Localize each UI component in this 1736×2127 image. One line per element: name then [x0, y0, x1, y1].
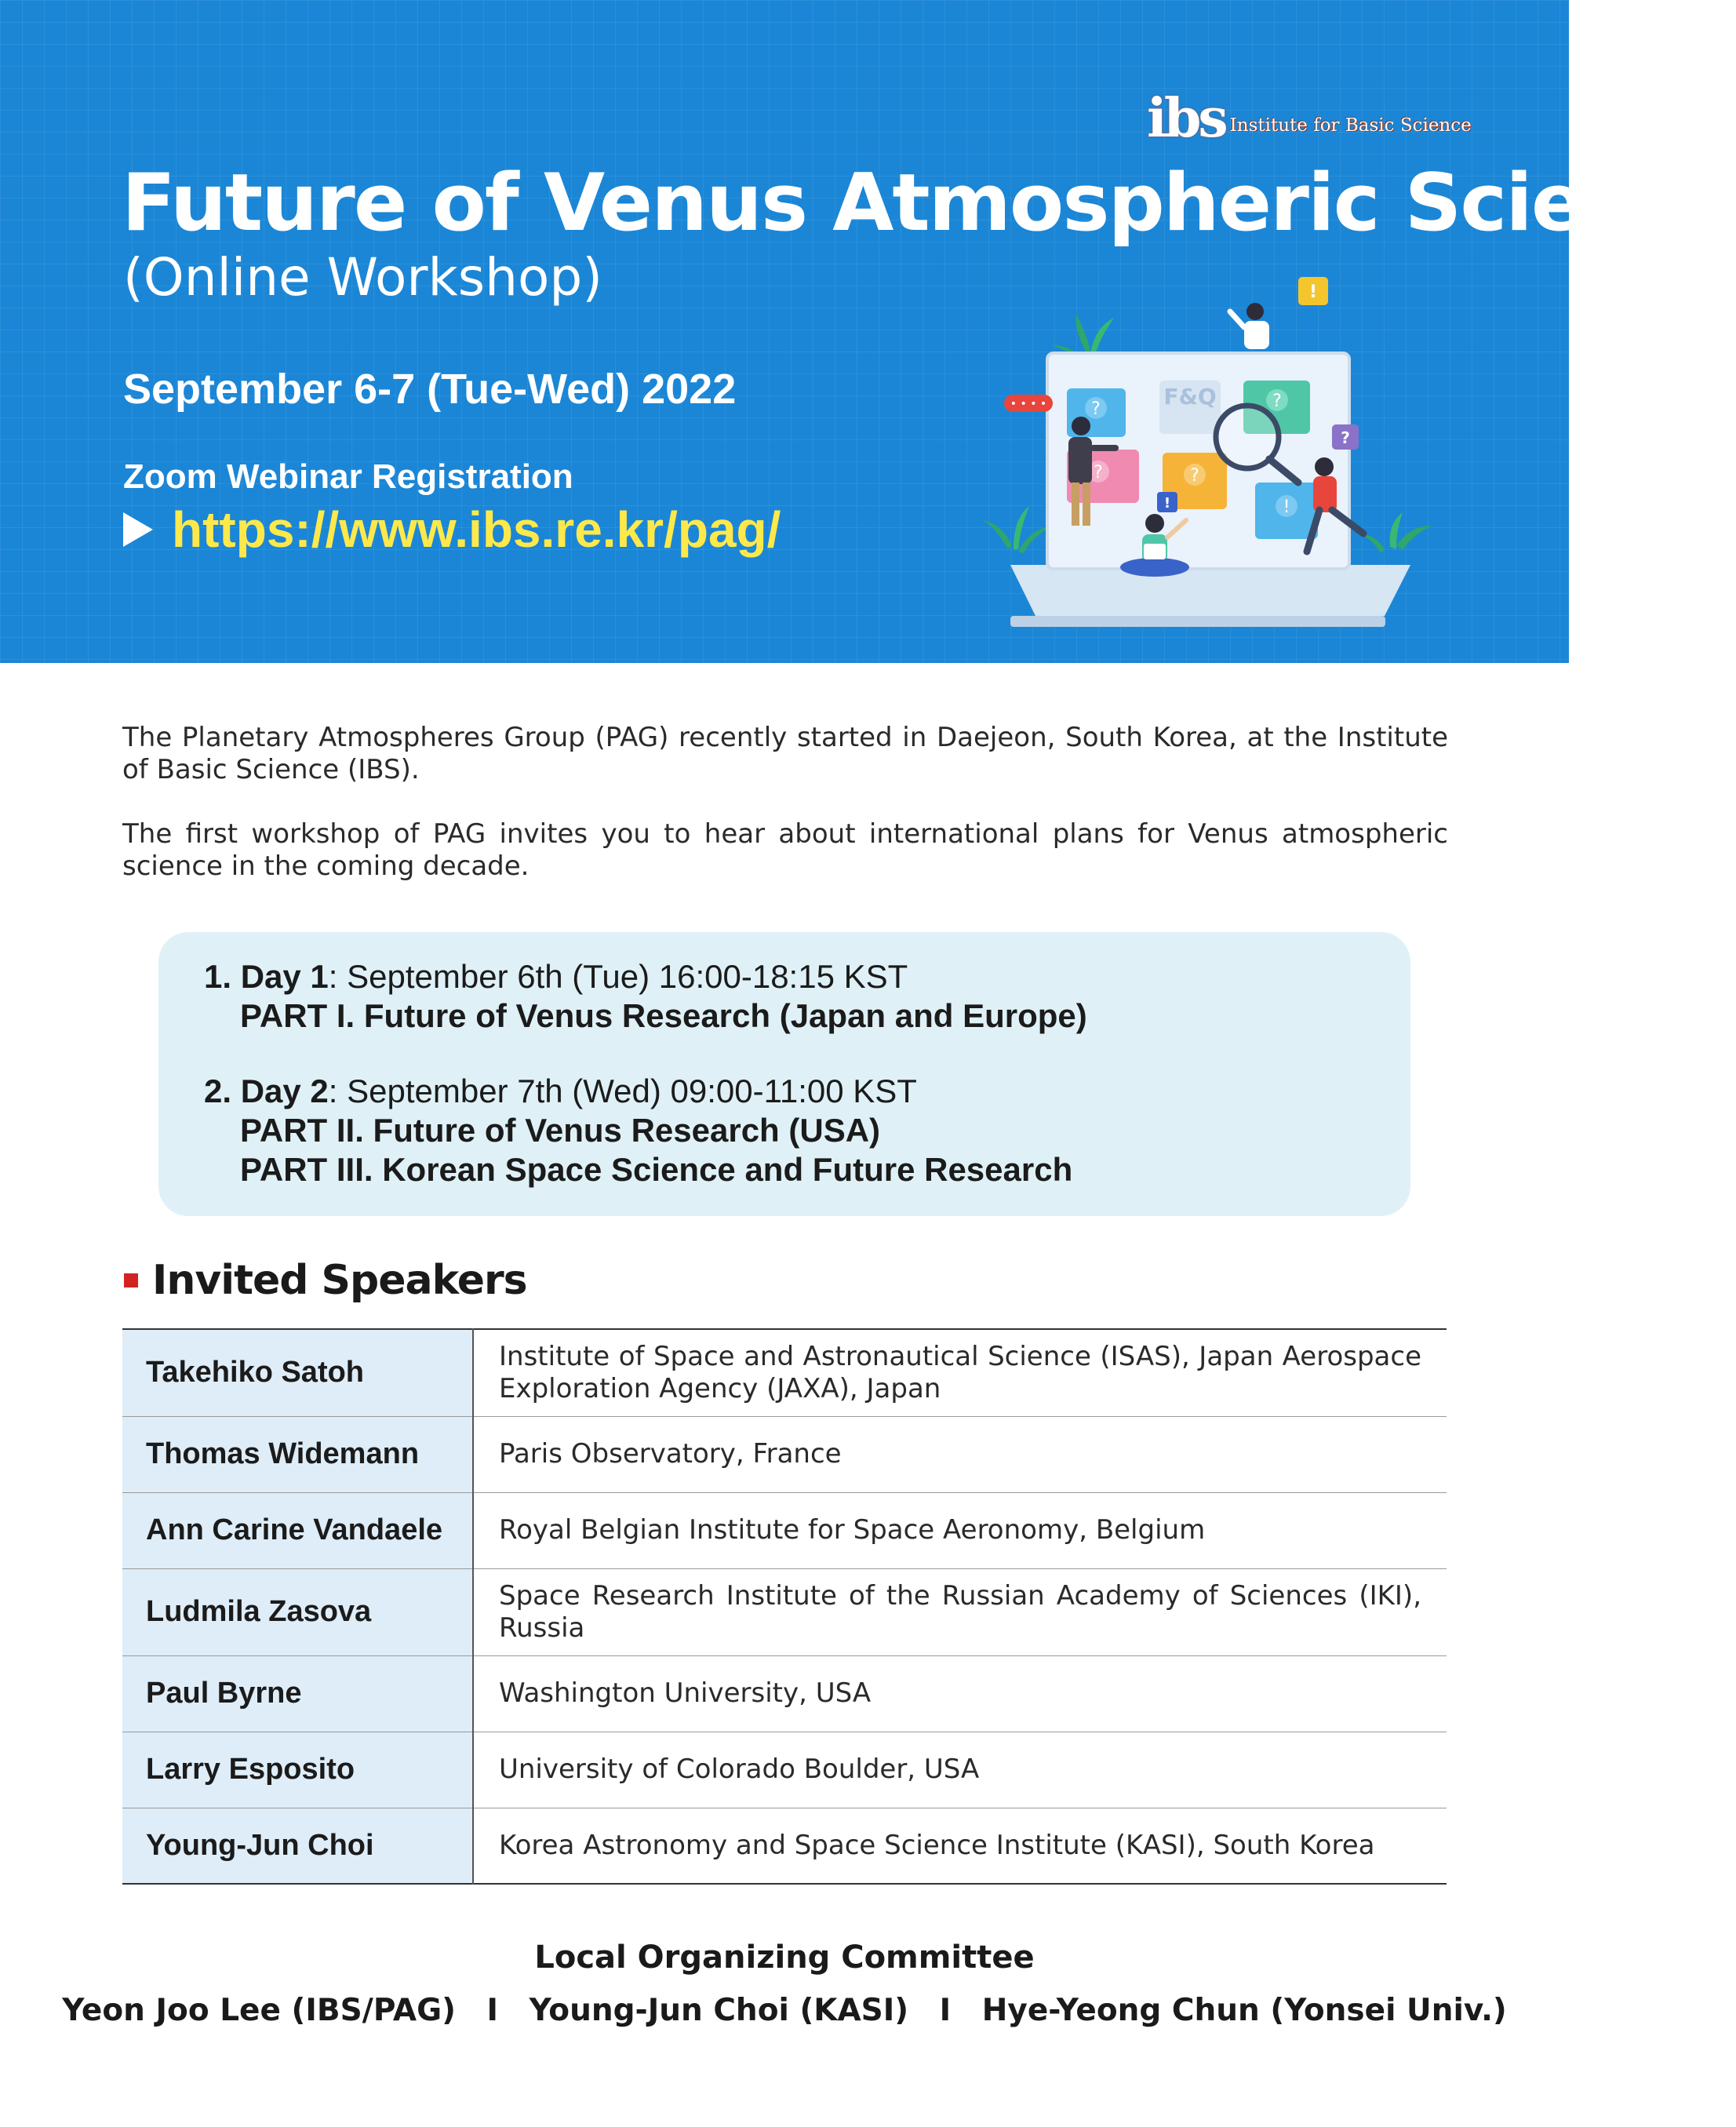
question-mark-icon: ? [1190, 466, 1199, 486]
header-banner [0, 0, 1736, 663]
speaker-affiliation: Royal Belgian Institute for Space Aeronomy, Belgium [473, 1492, 1447, 1568]
agenda-day-line [204, 957, 1087, 996]
committee-member: Yeon Joo Lee (IBS/PAG) [62, 1993, 456, 2028]
agenda-part: PART II. Future of Venus Research (USA) [240, 1112, 881, 1149]
speakers-heading-text: Invited Speakers [152, 1257, 527, 1304]
speaker-affiliation: Korea Astronomy and Space Science Institute (KASI), South Korea [499, 1829, 1375, 1861]
speaker-name: Paul Byrne [122, 1655, 473, 1732]
ibs-logo [1147, 87, 1472, 150]
faq-illustration [981, 271, 1443, 628]
play-arrow-icon [123, 512, 153, 547]
exclamation-icon: ! [1283, 497, 1290, 517]
exclamation-badge-text: ! [1163, 495, 1171, 512]
agenda-day-time: : September 6th (Tue) 16:00-18:15 KST [328, 958, 908, 995]
agenda-day-2 [204, 1072, 1072, 1189]
plant-right-icon [1361, 512, 1432, 553]
table-row [122, 1568, 1447, 1655]
exclamation-text: ! [1308, 282, 1318, 302]
square-bullet-icon [124, 1273, 138, 1287]
speaker-name: Thomas Widemann [122, 1416, 473, 1492]
agenda-day-time: : September 7th (Wed) 09:00-11:00 KST [328, 1073, 917, 1109]
question-mark-icon: ? [1091, 399, 1101, 419]
speaker-name: Ludmila Zasova [122, 1568, 473, 1655]
agenda-day-line [204, 1072, 1072, 1111]
table-row [122, 1655, 1447, 1732]
person-top-icon [1230, 303, 1269, 349]
agenda-day-1 [204, 957, 1087, 1036]
question-mark-icon: ? [1272, 392, 1282, 411]
speaker-affiliation: Washington University, USA [473, 1655, 1447, 1732]
agenda-part: PART III. Korean Space Science and Future Research [240, 1151, 1073, 1188]
speaker-name: Takehiko Satoh [122, 1329, 473, 1416]
laptop-base-edge [1010, 616, 1385, 627]
logo-mark: ibs [1147, 87, 1225, 150]
committee-member: Hye-Yeong Chun (Yonsei Univ.) [981, 1993, 1507, 2028]
page-subtitle: (Online Workshop) [123, 247, 602, 308]
agenda-part: PART I. Future of Venus Research (Japan and Europe) [240, 997, 1087, 1034]
agenda-box [158, 932, 1410, 1216]
speaker-affiliation: Institute of Space and Astronautical Science (ISAS), Japan Aerospace Exploration Agency (JAXA), Japan [473, 1329, 1447, 1416]
registration-label: Zoom Webinar Registration [123, 457, 573, 496]
logo-text: Institute for Basic Science [1229, 115, 1472, 136]
speaker-affiliation: Paris Observatory, France [473, 1416, 1447, 1492]
table-row [122, 1732, 1447, 1808]
speaker-name: Young-Jun Choi [122, 1808, 473, 1884]
speaker-affiliation: Space Research Institute of the Russian Academy of Sciences (IKI), Russia [473, 1568, 1447, 1655]
question-mark-icon: ? [1094, 463, 1103, 483]
committee-members [0, 1993, 1569, 2028]
committee-separator: I [939, 1993, 952, 2028]
speaker-name: Larry Esposito [122, 1732, 473, 1808]
speaker-name: Ann Carine Vandaele [122, 1492, 473, 1568]
agenda-day-label: 1. Day 1 [204, 958, 329, 995]
plant-left-icon [981, 506, 1051, 553]
registration-link-row [123, 501, 781, 559]
faq-label: F&Q [1163, 384, 1217, 410]
table-row [122, 1808, 1447, 1884]
intro-paragraph-1: The Planetary Atmospheres Group (PAG) recently started in Daejeon, South Korea, at the Institute of Basic Science (IBS). [122, 722, 1448, 785]
laptop-base [1010, 565, 1410, 616]
question-text: ? [1341, 428, 1350, 447]
speaker-affiliation: University of Colorado Boulder, USA [473, 1732, 1447, 1808]
table-row [122, 1492, 1447, 1568]
event-date: September 6-7 (Tue-Wed) 2022 [123, 366, 737, 413]
committee-member: Young-Jun Choi (KASI) [529, 1993, 909, 2028]
committee-separator: I [486, 1993, 499, 2028]
table-row [122, 1416, 1447, 1492]
chat-dots: • • • • [1010, 398, 1047, 410]
committee-title: Local Organizing Committee [534, 1939, 1035, 1976]
registration-url-link[interactable]: https://www.ibs.re.kr/pag/ [172, 501, 781, 558]
speakers-table [122, 1328, 1447, 1885]
table-row [122, 1329, 1447, 1416]
page-title: Future of Venus Atmospheric Science [122, 156, 1736, 249]
agenda-day-label: 2. Day 2 [204, 1073, 329, 1109]
intro-paragraph-2: The first workshop of PAG invites you to hear about international plans for Venus atmospheric science in the coming decade. [122, 818, 1448, 882]
speakers-heading [124, 1257, 527, 1304]
